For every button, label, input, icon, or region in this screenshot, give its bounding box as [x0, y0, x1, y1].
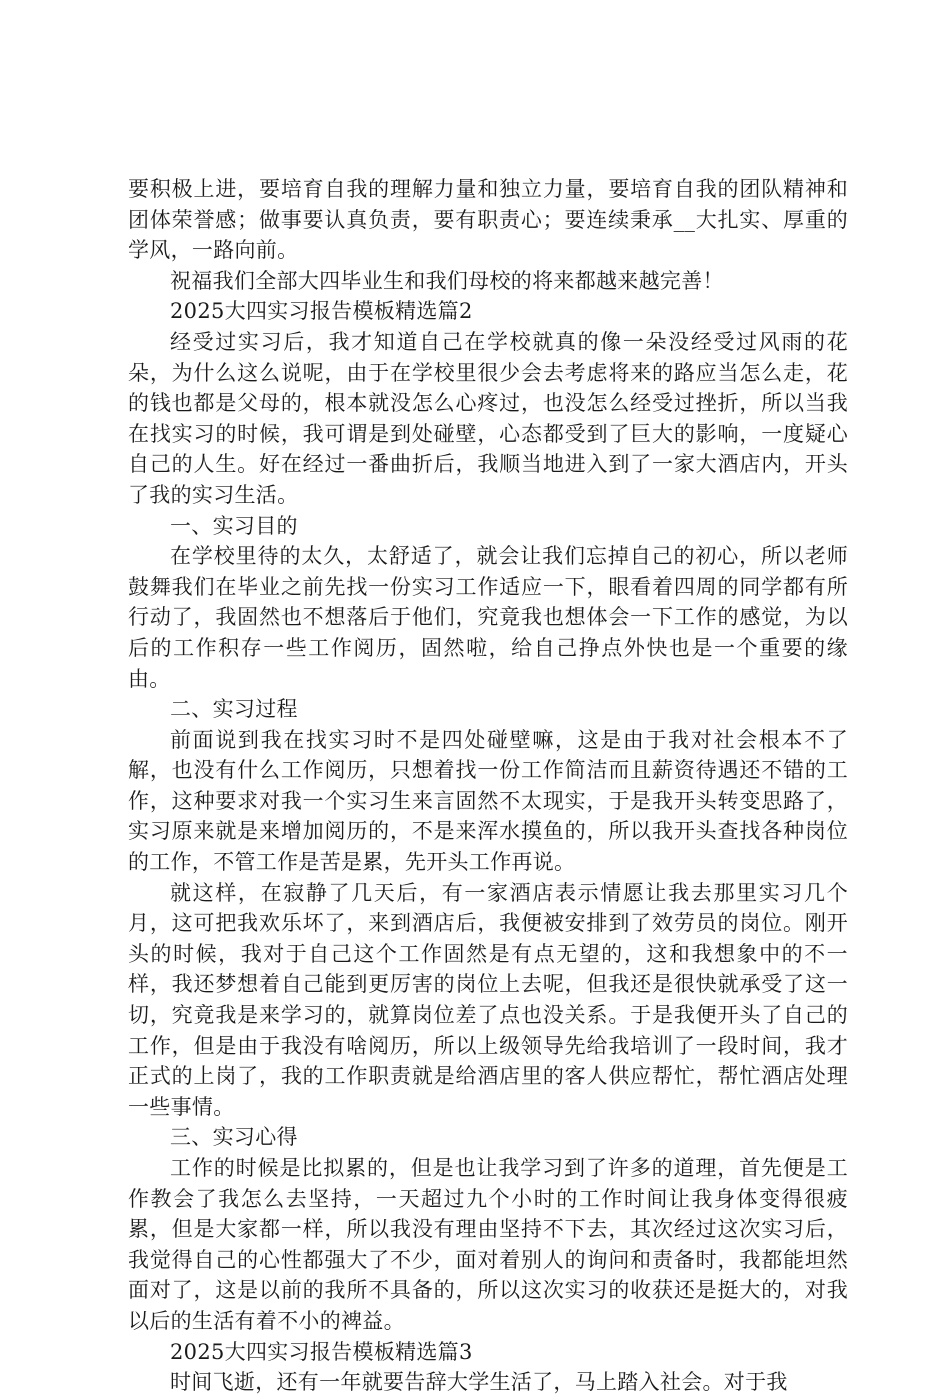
paragraph-section-3-start: 时间飞逝，还有一年就要告辞大学生活了，马上踏入社会。对于我: [170, 1370, 788, 1395]
subheading-purpose: 一、实习目的: [170, 513, 298, 538]
document-body: [128, 174, 848, 1398]
paragraph-blessing: 祝福我们全部大四毕业生和我们母校的将来都越来越完善！: [170, 268, 724, 293]
paragraph-continuation: 要积极上进，要培育自我的理解力量和独立力量，要培育自我的团队精神和团体荣誉感；做事要认真负责，要有职责心；要连续秉承__大扎实、厚重的学风，一路向前。: [128, 177, 848, 263]
paragraph-purpose: 在学校里待的太久，太舒适了，就会让我们忘掉自己的初心，所以老师鼓舞我们在毕业之前先找一份实习工作适应一下，眼看着四周的同学都有所行动了，我固然也不想落后于他们，究竟我也想体会一下工作的感觉，为以后的工作积存一些工作阅历，固然啦，给自己挣点外快也是一个重要的缘由。: [128, 544, 848, 691]
subheading-process: 二、实习过程: [170, 697, 298, 722]
paragraph-process-1: 前面说到我在找实习时不是四处碰壁嘛，这是由于我对社会根本不了解，也没有什么工作阅历，只想着找一份工作简洁而且薪资待遇还不错的工作，这种要求对我一个实习生来言固然不太现实，于是我开头转变思路了，实习原来就是来增加阅历的，不是来浑水摸鱼的，所以我开头查找各种岗位的工作，不管工作是苦是累，先开头工作再说。: [128, 727, 848, 875]
paragraph-experience: 工作的时候是比拟累的，但是也让我学习到了许多的道理，首先便是工作教会了我怎么去坚持，一天超过九个小时的工作时间让我身体变得很疲累，但是大家都一样，所以我没有理由坚持不下去，其次经过这次实习后，我觉得自己的心性都强大了不少，面对着别人的询问和责备时，我都能坦然面对了，这是以前的我所不具备的，所以这次实习的收获还是挺大的，对我以后的生活有着不小的裨益。: [128, 1156, 848, 1333]
section-heading-3: 2025大四实习报告模板精选篇3: [170, 1339, 473, 1364]
section-heading-2: 2025大四实习报告模板精选篇2: [170, 299, 473, 324]
subheading-experience: 三、实习心得: [170, 1125, 298, 1150]
paragraph-process-2: 就这样，在寂静了几天后，有一家酒店表示情愿让我去那里实习几个月，这可把我欢乐坏了，来到酒店后，我便被安排到了效劳员的岗位。刚开头的时候，我对于自己这个工作固然是有点无望的，这和我想象中的不一样，我还梦想着自己能到更厉害的岗位上去呢，但我还是很快就承受了这一切，究竟我是来学习的，就算岗位差了点也没关系。于是我便开头了自己的工作，但是由于我没有啥阅历，所以上级领导先给我培训了一段时间，我才正式的上岗了，我的工作职责就是给酒店里的客人供应帮忙，帮忙酒店处理一些事情。: [128, 880, 848, 1119]
paragraph-intro: 经受过实习后，我才知道自己在学校就真的像一朵没经受过风雨的花朵，为什么这么说呢，由于在学校里很少会去考虑将来的路应当怎么走，花的钱也都是父母的，根本就没怎么心疼过，也没怎么经受过挫折，所以当我在找实习的时候，我可谓是到处碰壁，心态都受到了巨大的影响，一度疑心自己的人生。好在经过一番曲折后，我顺当地进入到了一家大酒店内，开头了我的实习生活。: [128, 329, 848, 507]
